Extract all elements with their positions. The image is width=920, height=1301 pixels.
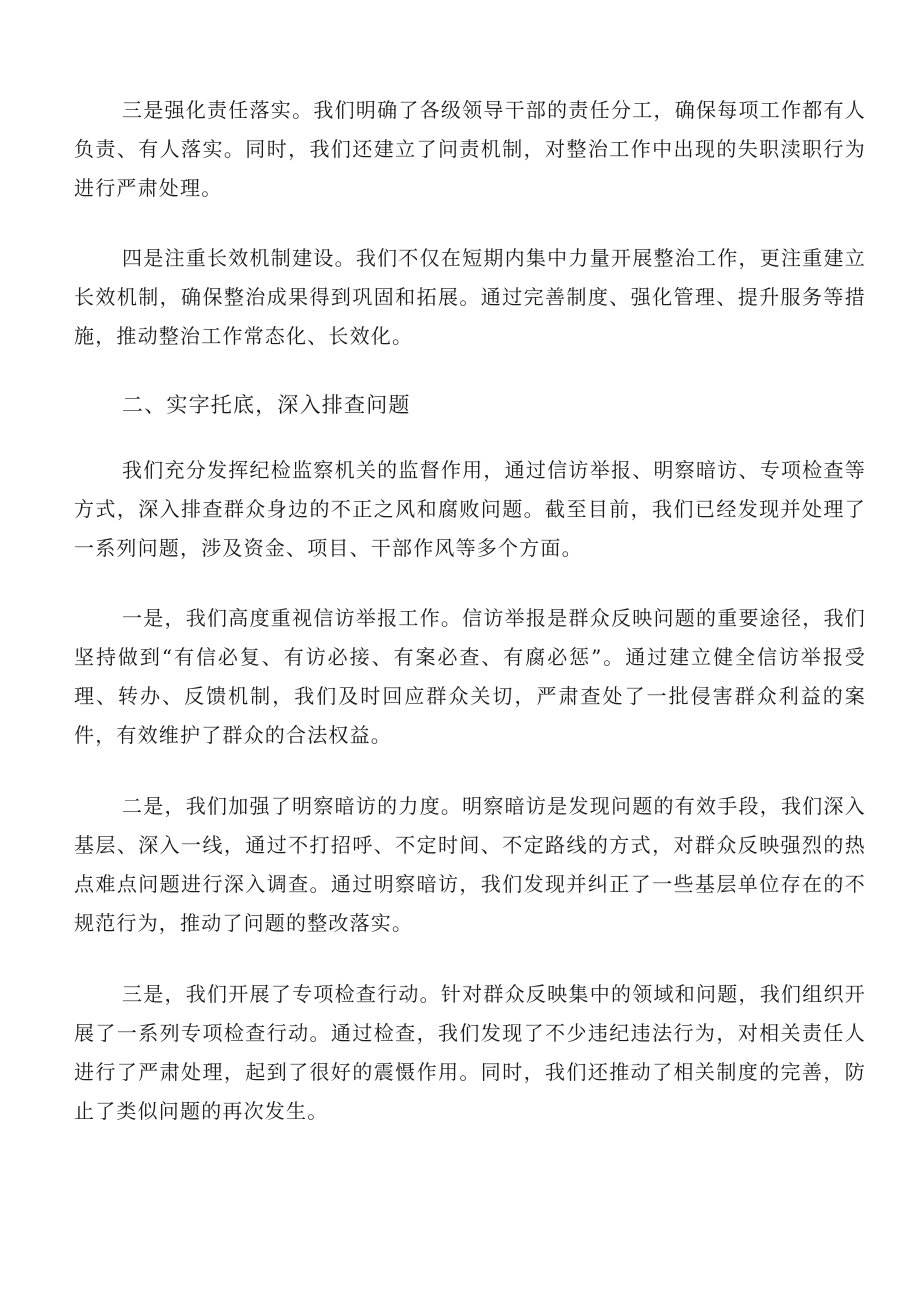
paragraph-responsibility: 三是强化责任落实。我们明确了各级领导干部的责任分工，确保每项工作都有人负责、有人落实。同时，我们还建立了问责机制，对整治工作中出现的失职渎职行为进行严肃处理。 [74,98,866,200]
section-heading: 二、实字托底，深入排查问题 [122,393,411,417]
paragraph-long-term-mechanism: 四是注重长效机制建设。我们不仅在短期内集中力量开展整治工作，更注重建立长效机制，确保整治成果得到巩固和拓展。通过完善制度、强化管理、提升服务等措施，推动整治工作常态化、长效化。 [74,246,866,348]
paragraph-petition-reporting: 一是，我们高度重视信访举报工作。信访举报是群众反映问题的重要途径，我们坚持做到“有信必复、有访必接、有案必查、有腐必惩”。通过建立健全信访举报受理、转办、反馈机制，我们及时回应群众关切，严肃查处了一批侵害群众利益的案件，有效维护了群众的合法权益。 [74,606,866,747]
paragraph-special-inspection: 三是，我们开展了专项检查行动。针对群众反映集中的领域和问题，我们组织开展了一系列专项检查行动。通过检查，我们发现了不少违纪违法行为，对相关责任人进行了严肃处理，起到了很好的震慑作用。同时，我们还推动了相关制度的完善，防止了类似问题的再次发生。 [74,982,866,1123]
paragraph-supervision: 我们充分发挥纪检监察机关的监督作用，通过信访举报、明察暗访、专项检查等方式，深入排查群众身边的不正之风和腐败问题。截至目前，我们已经发现并处理了一系列问题，涉及资金、项目、干部作风等多个方面。 [74,458,866,560]
paragraph-inspection-visits: 二是，我们加强了明察暗访的力度。明察暗访是发现问题的有效手段，我们深入基层、深入一线，通过不打招呼、不定时间、不定路线的方式，对群众反映强烈的热点难点问题进行深入调查。通过明察暗访，我们发现并纠正了一些基层单位存在的不规范行为，推动了问题的整改落实。 [74,794,866,935]
